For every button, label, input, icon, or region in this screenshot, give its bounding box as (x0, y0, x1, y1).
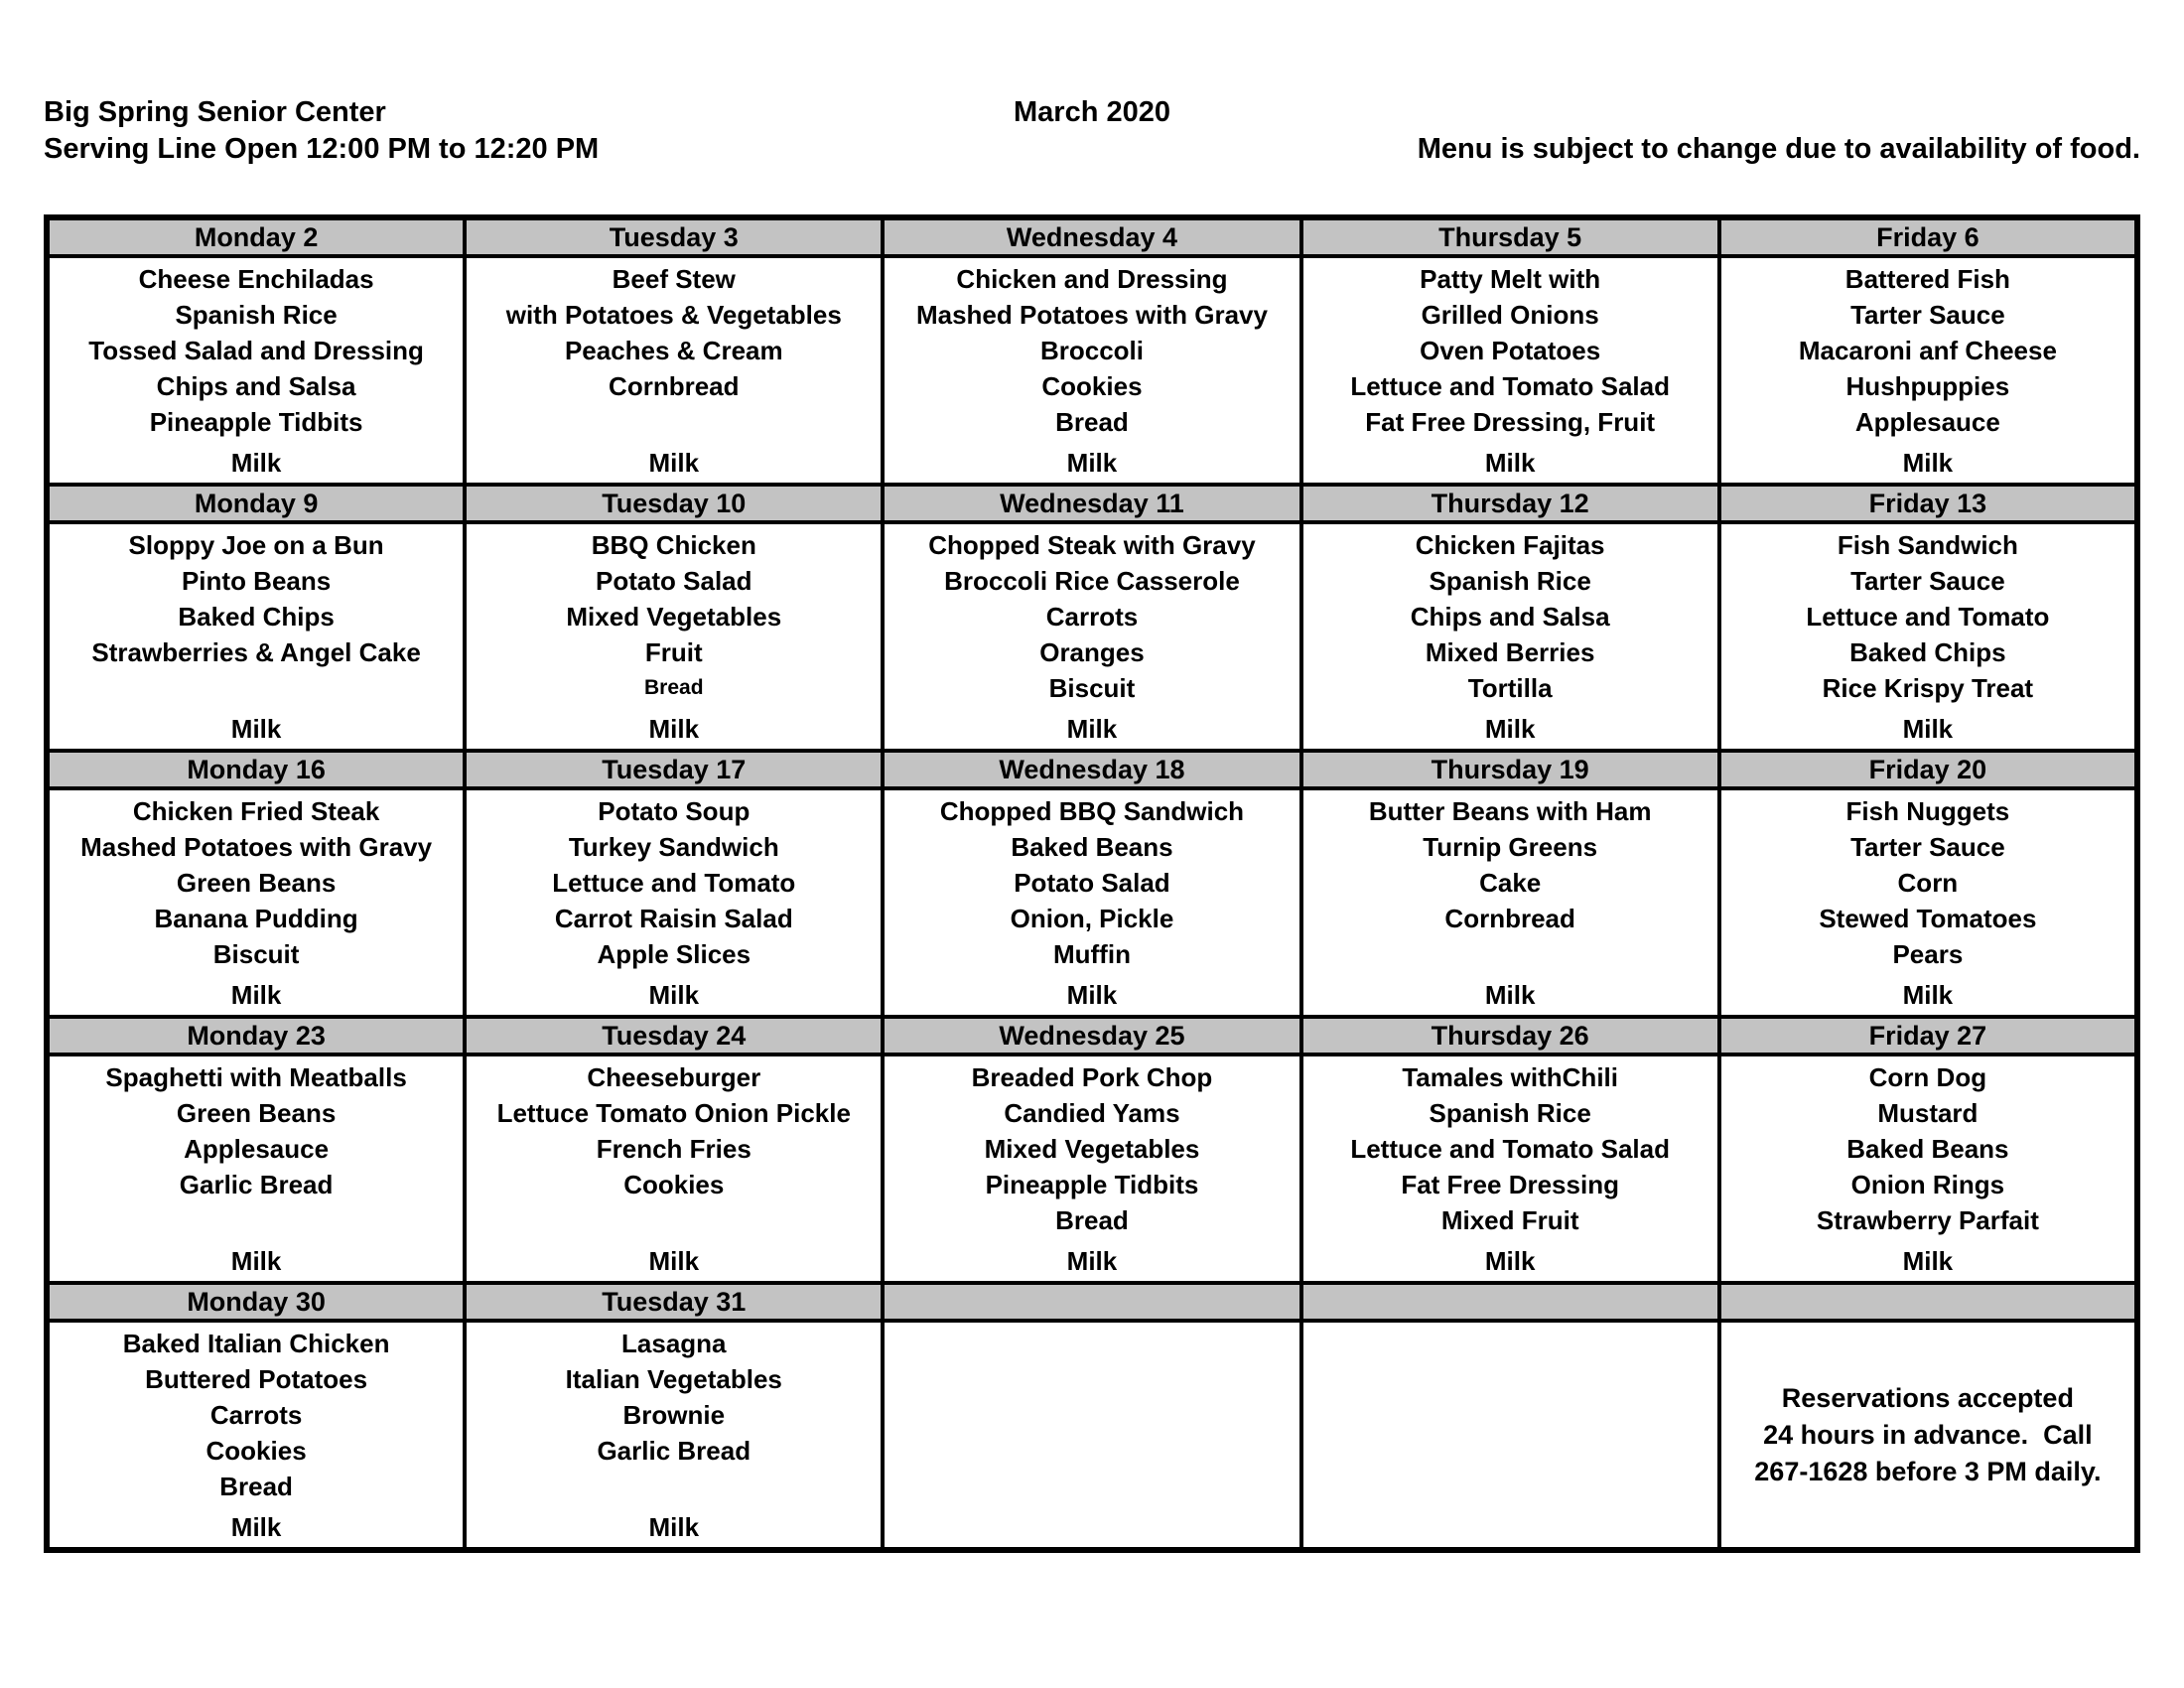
menu-cell-thursday-5 (1303, 258, 1717, 483)
menu-cell-td (1719, 256, 2137, 485)
menu-cell-thursday-19 (1303, 790, 1717, 1015)
day-header-tuesday-17: Tuesday 17 (465, 751, 883, 788)
menu-cell-td (883, 256, 1300, 485)
menu-item-milk: Milk (648, 714, 700, 744)
menu-grid-container (44, 214, 2140, 1553)
menu-item: Patty Melt with (1420, 264, 1601, 294)
day-header-tuesday-10: Tuesday 10 (465, 485, 883, 522)
menu-item: Cake (1479, 868, 1542, 898)
menu-item: Tortilla (1467, 673, 1553, 703)
menu-item: Candied Yams (1004, 1098, 1180, 1128)
menu-cell-friday-13 (1721, 524, 2134, 749)
month-title: March 2020 (1014, 96, 1170, 128)
page-title: Big Spring Senior Center (44, 96, 386, 128)
menu-item: Cornbread (609, 371, 740, 401)
menu-item: Mixed Vegetables (566, 602, 782, 632)
menu-cell-empty (885, 1323, 1298, 1547)
menu-item-milk: Milk (1484, 448, 1536, 478)
menu-cell-td (47, 522, 465, 751)
day-header-friday-20: Friday 20 (1719, 751, 2137, 788)
menu-cell-tuesday-17 (467, 790, 881, 1015)
menu-item: Mashed Potatoes with Gravy (915, 300, 1268, 330)
menu-item: Biscuit (1048, 673, 1136, 703)
menu-item: Green Beans (176, 868, 337, 898)
menu-item: Mashed Potatoes with Gravy (80, 832, 433, 862)
menu-cell-td (1301, 788, 1719, 1017)
menu-item: Bread (1055, 407, 1129, 437)
menu-item: Chips and Salsa (156, 371, 356, 401)
menu-cell-friday-6 (1721, 258, 2134, 483)
day-header-thursday-26: Thursday 26 (1301, 1017, 1719, 1055)
menu-item: Fish Sandwich (1837, 530, 2018, 560)
menu-cell-td (1719, 1055, 2137, 1283)
menu-item: Tamales withChili (1402, 1062, 1618, 1092)
menu-item: Banana Pudding (154, 904, 358, 933)
menu-item: with Potatoes & Vegetables (505, 300, 842, 330)
reservation-note-line: Reservations accepted (1781, 1383, 2074, 1413)
menu-cell-thursday-26 (1303, 1056, 1717, 1281)
menu-item: Turkey Sandwich (568, 832, 779, 862)
serving-line-hours: Serving Line Open 12:00 PM to 12:20 PM (44, 133, 600, 165)
day-header-monday-30: Monday 30 (47, 1283, 465, 1321)
menu-item: Mixed Vegetables (984, 1134, 1200, 1164)
day-header-friday-6: Friday 6 (1719, 217, 2137, 256)
menu-cell-td (883, 1321, 1300, 1550)
menu-cell-thursday-12 (1303, 524, 1717, 749)
day-header-monday-9: Monday 9 (47, 485, 465, 522)
menu-grid (44, 214, 2140, 1553)
day-header-tuesday-24: Tuesday 24 (465, 1017, 883, 1055)
menu-item: Mustard (1877, 1098, 1979, 1128)
menu-item: Baked Chips (178, 602, 335, 632)
menu-item: Apple Slices (597, 939, 751, 969)
day-header-thursday-12: Thursday 12 (1301, 485, 1719, 522)
menu-item: Lettuce and Tomato Salad (1350, 1134, 1670, 1164)
menu-item: Mixed Fruit (1440, 1205, 1579, 1235)
menu-item-milk: Milk (1902, 714, 1954, 744)
menu-item-milk: Milk (1902, 448, 1954, 478)
menu-item-milk: Milk (1484, 980, 1536, 1010)
menu-item-milk: Milk (230, 714, 282, 744)
menu-item: Tossed Salad and Dressing (88, 336, 424, 365)
menu-item-milk: Milk (648, 448, 700, 478)
menu-item: Applesauce (184, 1134, 330, 1164)
menu-cell-tuesday-24 (467, 1056, 881, 1281)
menu-item: Carrot Raisin Salad (554, 904, 793, 933)
menu-item: Muffin (1052, 939, 1131, 969)
menu-item: BBQ Chicken (591, 530, 756, 560)
menu-grid-body (47, 217, 2137, 1550)
menu-cell-td (1719, 788, 2137, 1017)
menu-item: Fish Nuggets (1845, 796, 2010, 826)
menu-cell-wednesday-4 (885, 258, 1298, 483)
menu-item: Pineapple Tidbits (149, 407, 363, 437)
menu-item-milk: Milk (230, 1246, 282, 1276)
menu-item: Fruit (644, 637, 703, 667)
menu-item: Hushpuppies (1845, 371, 2010, 401)
menu-item: Cheeseburger (587, 1062, 761, 1092)
menu-item: Spanish Rice (1429, 566, 1591, 596)
day-header-thursday-19: Thursday 19 (1301, 751, 1719, 788)
week-4-day-header-row (47, 1017, 2137, 1055)
menu-item: Peaches & Cream (564, 336, 783, 365)
week-3-menu-row (47, 788, 2137, 1017)
menu-cell-tuesday-3 (467, 258, 881, 483)
menu-cell-td (465, 1055, 883, 1283)
week-3-day-header-row (47, 751, 2137, 788)
reservation-note-cell (1721, 1323, 2134, 1547)
menu-item: Chicken Fajitas (1415, 530, 1605, 560)
menu-item: Fat Free Dressing, Fruit (1365, 407, 1656, 437)
menu-cell-empty (1303, 1323, 1717, 1547)
menu-item: Buttered Potatoes (145, 1364, 368, 1394)
menu-cell-td (47, 788, 465, 1017)
menu-item: Brownie (622, 1400, 726, 1430)
menu-item: Chicken Fried Steak (132, 796, 380, 826)
menu-item: Biscuit (212, 939, 300, 969)
menu-cell-monday-23 (50, 1056, 463, 1281)
reservation-note-line: 267-1628 before 3 PM daily. (1754, 1457, 2102, 1486)
reservation-note-line: 24 hours in advance. Call (1763, 1420, 2093, 1450)
menu-cell-td (1719, 1321, 2137, 1550)
week-1-menu-row (47, 256, 2137, 485)
menu-item-milk: Milk (1484, 1246, 1536, 1276)
menu-cell-td (883, 522, 1300, 751)
menu-item: Baked Beans (1011, 832, 1173, 862)
menu-cell-td (1301, 256, 1719, 485)
menu-item: Oven Potatoes (1420, 336, 1601, 365)
menu-item: Carrots (209, 1400, 303, 1430)
menu-item: Pineapple Tidbits (985, 1170, 1199, 1199)
menu-cell-wednesday-18 (885, 790, 1298, 1015)
menu-item: Broccoli Rice Casserole (944, 566, 1240, 596)
menu-item-milk: Milk (648, 980, 700, 1010)
menu-cell-td (47, 1055, 465, 1283)
menu-item: Cornbread (1444, 904, 1575, 933)
menu-cell-td (47, 1321, 465, 1550)
menu-item-milk: Milk (1902, 1246, 1954, 1276)
menu-item: Onion Rings (1850, 1170, 2005, 1199)
menu-cell-friday-20 (1721, 790, 2134, 1015)
menu-cell-wednesday-25 (885, 1056, 1298, 1281)
menu-item: Lettuce and Tomato Salad (1350, 371, 1670, 401)
menu-cell-td (1719, 522, 2137, 751)
menu-item: Pears (1892, 939, 1964, 969)
menu-item: Corn Dog (1868, 1062, 1987, 1092)
menu-item: Applesauce (1854, 407, 2000, 437)
menu-item: Lettuce and Tomato (1806, 602, 2050, 632)
menu-item-milk: Milk (230, 448, 282, 478)
menu-item: Cookies (623, 1170, 725, 1199)
menu-cell-tuesday-10 (467, 524, 881, 749)
menu-item: Fat Free Dressing (1401, 1170, 1619, 1199)
menu-cell-monday-9 (50, 524, 463, 749)
menu-item: Strawberries & Angel Cake (91, 637, 421, 667)
menu-cell-td (465, 522, 883, 751)
day-header-tuesday-3: Tuesday 3 (465, 217, 883, 256)
menu-item-milk: Milk (1066, 448, 1118, 478)
menu-item-milk: Milk (1066, 980, 1118, 1010)
menu-item: Tarter Sauce (1850, 832, 2005, 862)
menu-item: Chopped BBQ Sandwich (939, 796, 1245, 826)
menu-item: Turnip Greens (1423, 832, 1598, 862)
menu-item: Spaghetti with Meatballs (105, 1062, 407, 1092)
menu-item: Potato Soup (598, 796, 751, 826)
menu-item-milk: Milk (230, 980, 282, 1010)
menu-cell-td (883, 1055, 1300, 1283)
day-header-wednesday-18: Wednesday 18 (883, 751, 1300, 788)
menu-item: Bread (1055, 1205, 1129, 1235)
menu-cell-td (465, 256, 883, 485)
menu-item: Baked Italian Chicken (122, 1329, 390, 1358)
menu-item: Pinto Beans (181, 566, 332, 596)
week-5-day-header-row (47, 1283, 2137, 1321)
menu-item: Lettuce and Tomato (552, 868, 796, 898)
menu-item: Italian Vegetables (565, 1364, 782, 1394)
menu-cell-monday-2 (50, 258, 463, 483)
menu-item: Spanish Rice (175, 300, 338, 330)
menu-item-milk: Milk (1484, 714, 1536, 744)
menu-item: Green Beans (176, 1098, 337, 1128)
menu-item: Carrots (1045, 602, 1139, 632)
week-2-day-header-row (47, 485, 2137, 522)
menu-item: Potato Salad (1014, 868, 1170, 898)
menu-item: Cheese Enchiladas (138, 264, 374, 294)
menu-item: Grilled Onions (1421, 300, 1599, 330)
menu-item: Rice Krispy Treat (1822, 673, 2034, 703)
menu-item: Potato Salad (596, 566, 752, 596)
menu-item: Chopped Steak with Gravy (928, 530, 1256, 560)
day-header-empty (883, 1283, 1300, 1321)
menu-item: French Fries (596, 1134, 751, 1164)
menu-item: Battered Fish (1844, 264, 2010, 294)
menu-item: Sloppy Joe on a Bun (128, 530, 384, 560)
menu-item: Tarter Sauce (1850, 300, 2005, 330)
menu-cell-td (465, 1321, 883, 1550)
menu-item: Tarter Sauce (1850, 566, 2005, 596)
menu-cell-monday-30 (50, 1323, 463, 1547)
menu-item: Lettuce Tomato Onion Pickle (496, 1098, 851, 1128)
menu-item: Macaroni anf Cheese (1798, 336, 2057, 365)
menu-item: Cookies (205, 1436, 307, 1466)
menu-cell-td (1301, 1055, 1719, 1283)
menu-item: Strawberry Parfait (1816, 1205, 2039, 1235)
menu-item: Garlic Bread (179, 1170, 334, 1199)
day-header-monday-16: Monday 16 (47, 751, 465, 788)
menu-item: Breaded Pork Chop (971, 1062, 1213, 1092)
menu-item: Baked Chips (1849, 637, 2006, 667)
day-header-wednesday-11: Wednesday 11 (883, 485, 1300, 522)
week-2-menu-row (47, 522, 2137, 751)
menu-item-milk: Milk (1902, 980, 1954, 1010)
menu-item: Baked Beans (1846, 1134, 2009, 1164)
menu-item: Corn (1897, 868, 1959, 898)
menu-cell-td (465, 788, 883, 1017)
menu-item: Chips and Salsa (1410, 602, 1610, 632)
menu-item: Cookies (1041, 371, 1143, 401)
week-4-menu-row (47, 1055, 2137, 1283)
menu-cell-td (883, 788, 1300, 1017)
menu-item: Butter Beans with Ham (1368, 796, 1652, 826)
menu-item: Onion, Pickle (1010, 904, 1174, 933)
week-1-day-header-row (47, 217, 2137, 256)
menu-item-milk: Milk (1066, 1246, 1118, 1276)
menu-item-milk: Milk (1066, 714, 1118, 744)
day-header-friday-13: Friday 13 (1719, 485, 2137, 522)
menu-cell-wednesday-11 (885, 524, 1298, 749)
menu-cell-td (1301, 522, 1719, 751)
day-header-monday-23: Monday 23 (47, 1017, 465, 1055)
day-header-empty (1719, 1283, 2137, 1321)
menu-item: Broccoli (1039, 336, 1144, 365)
menu-cell-td (1301, 1321, 1719, 1550)
menu-item: Bread (219, 1472, 293, 1501)
day-header-monday-2: Monday 2 (47, 217, 465, 256)
day-header-friday-27: Friday 27 (1719, 1017, 2137, 1055)
menu-change-notice: Menu is subject to change due to availability of food. (1417, 133, 2140, 165)
day-header-thursday-5: Thursday 5 (1301, 217, 1719, 256)
menu-cell-monday-16 (50, 790, 463, 1015)
week-5-menu-row (47, 1321, 2137, 1550)
menu-item: Lasagna (621, 1329, 727, 1358)
day-header-empty (1301, 1283, 1719, 1321)
menu-item: Spanish Rice (1429, 1098, 1591, 1128)
menu-item-milk: Milk (230, 1512, 282, 1542)
menu-item: Mixed Berries (1425, 637, 1595, 667)
menu-item: Oranges (1039, 637, 1145, 667)
menu-item: Chicken and Dressing (956, 264, 1228, 294)
menu-item: Stewed Tomatoes (1819, 904, 2037, 933)
day-header-wednesday-25: Wednesday 25 (883, 1017, 1300, 1055)
menu-item-milk: Milk (648, 1246, 700, 1276)
day-header-wednesday-4: Wednesday 4 (883, 217, 1300, 256)
menu-cell-friday-27 (1721, 1056, 2134, 1281)
day-header-tuesday-31: Tuesday 31 (465, 1283, 883, 1321)
menu-item: Garlic Bread (597, 1436, 751, 1466)
menu-item: Beef Stew (612, 264, 736, 294)
menu-item-milk: Milk (648, 1512, 700, 1542)
menu-cell-tuesday-31 (467, 1323, 881, 1547)
menu-item: Bread (644, 676, 704, 699)
menu-cell-td (47, 256, 465, 485)
